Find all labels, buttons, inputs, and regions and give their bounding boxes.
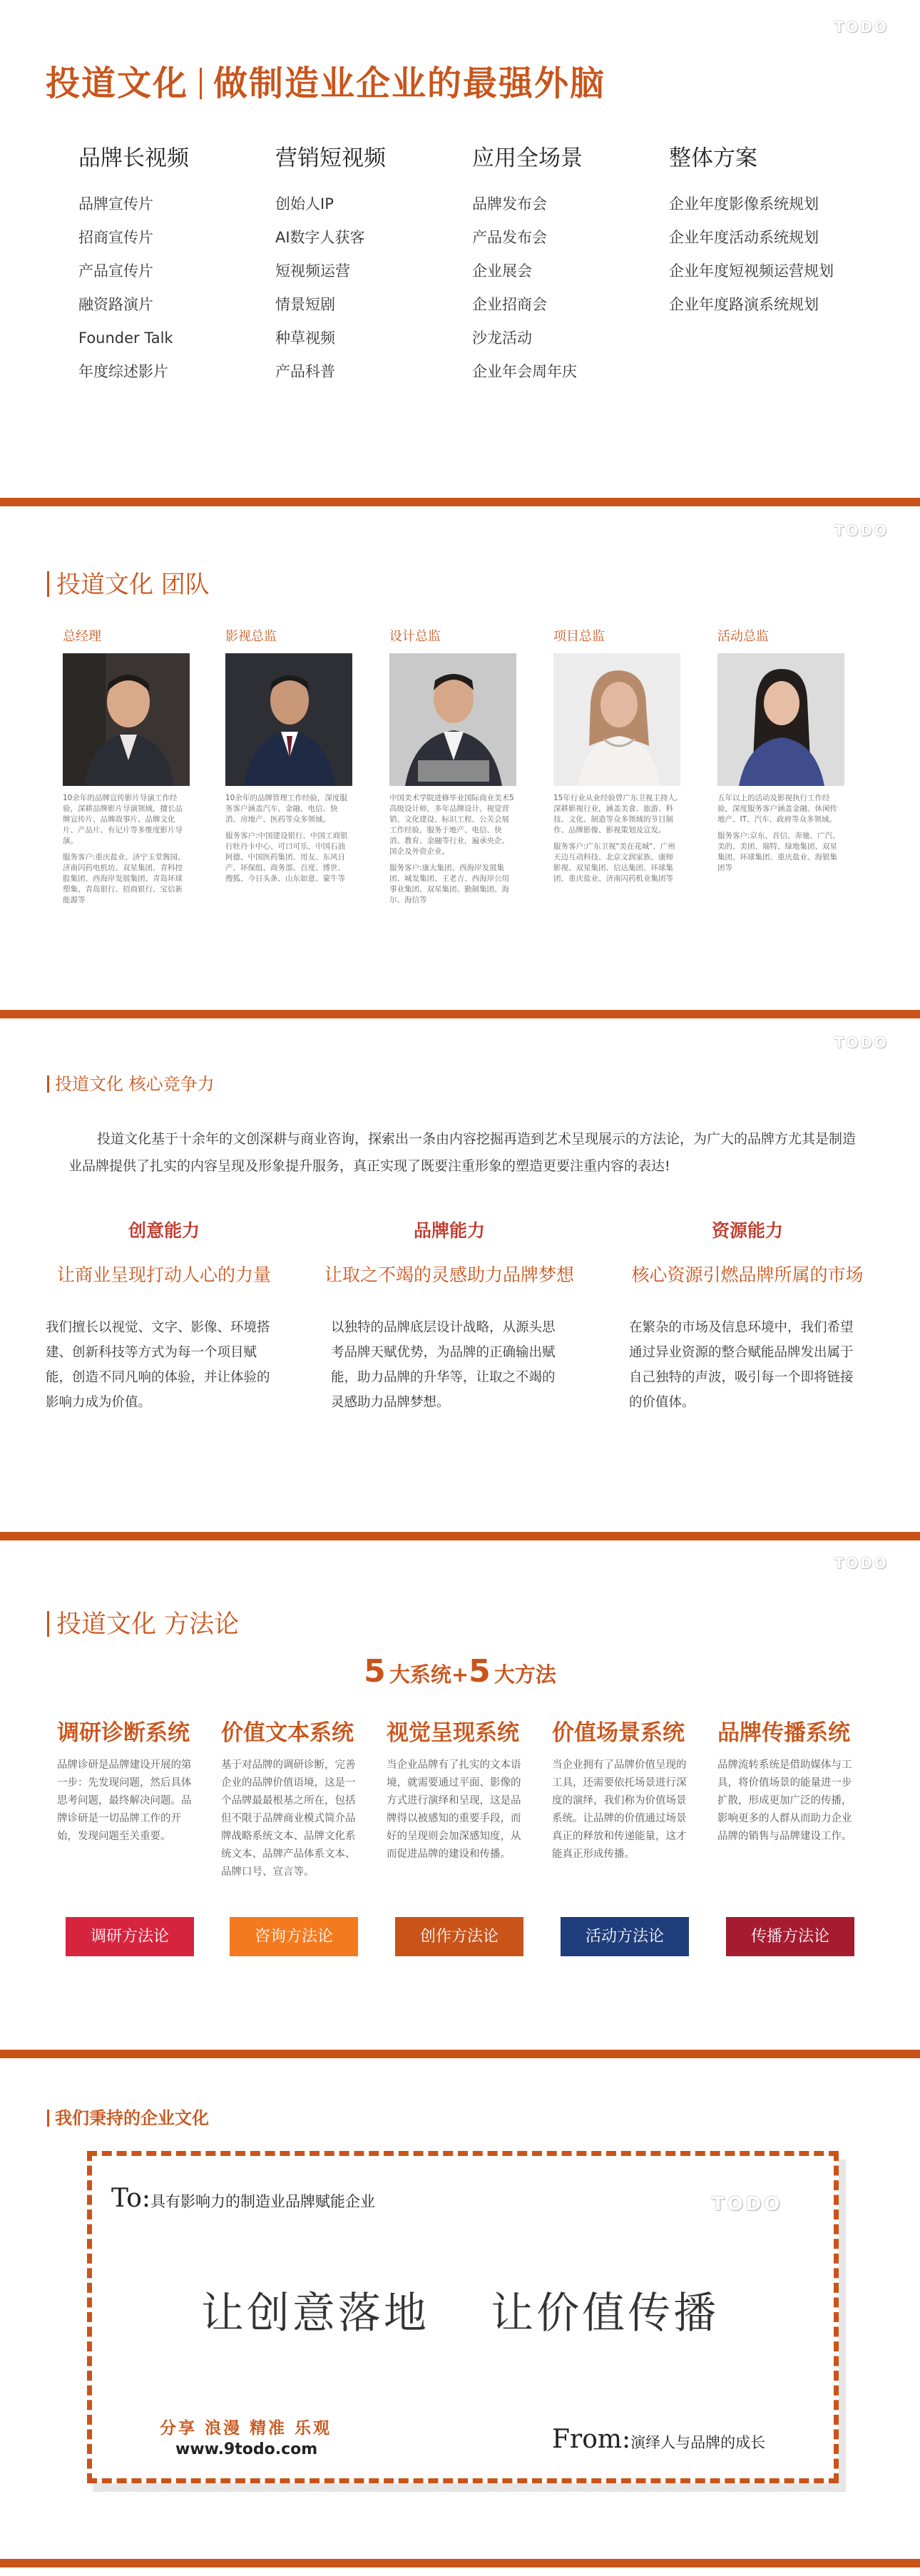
member-bio [225,793,352,884]
member-role: 项目总监 [553,629,605,644]
heading-bar [47,571,49,597]
team-member-film-director [225,626,352,890]
capability-subtitle: 让商业呈现打动人心的力量 [56,1264,271,1285]
capability-title: 资源能力 [711,1220,783,1241]
member-role: 设计总监 [389,629,441,644]
system-communication [717,1714,867,1846]
system-value-text [221,1714,371,1881]
communication-method-button[interactable]: 传播方法论 [726,1917,854,1956]
slogan-part-b: 让价值传播 [491,2289,720,2339]
service-item: Founder Talk [78,329,173,347]
portrait-icon [63,653,190,786]
method-subtitle [0,1653,920,1690]
creation-method-button[interactable]: 创作方法论 [395,1917,523,1956]
from-line [552,2425,765,2454]
member-experience: 15年行业从业经验曾广东卫视主持人,深耕影视行业，涵盖美食、旅游、科技、文化、制造等众多领域的节目制作、品牌影像、影视策划及宣发。 [553,794,678,834]
card-todo-logo: TODO [712,2194,783,2215]
member-photo [63,653,190,786]
member-bio [553,793,680,884]
member-role: 总经理 [63,629,101,644]
column-heading: 营销短视频 [275,145,386,171]
system-title: 价值场景系统 [552,1720,685,1746]
system-title: 价值文本系统 [221,1720,354,1746]
slogan [0,2279,920,2341]
team-member-event-director [717,626,844,879]
system-title: 视觉呈现系统 [387,1720,519,1746]
method-heading [47,1605,239,1640]
service-item: 短视频运营 [275,262,350,280]
member-clients: 服务客户:广东卫视"美在花城"、广州天边互动科技、北京文润家族、康师影视、双星集团、信达集团、环球集团、重庆盐业、济南闪药机业集团等 [553,842,675,883]
todo-logo: TODO [834,19,889,36]
section-divider [0,498,920,506]
todo-logo: TODO [834,522,889,539]
member-role: 活动总监 [717,629,769,644]
service-item: 企业年度活动系统规划 [669,229,819,246]
event-method-button[interactable]: 活动方法论 [561,1917,689,1956]
team-member-ceo [63,626,190,911]
member-photo [389,653,516,786]
capability-brand [321,1217,578,1415]
heading-bar [47,1075,49,1093]
service-column-short-video [275,140,461,389]
portrait-icon [717,653,844,786]
system-desc: 基于对品牌的调研诊断，完善企业的品牌价值语境，这是一个品牌最最根基之所在，包括但不限于品牌商业模式简介品牌战略系统文本、品牌文化系统文本、品牌产品体系文本、品牌口号、宣言等。 [221,1759,356,1878]
to-line [111,2184,375,2213]
todo-logo: TODO [834,1034,889,1051]
service-item: 企业招商会 [472,296,547,313]
to-prefix: To: [111,2184,151,2213]
member-bio [63,793,190,906]
culture-heading-text: 我们秉持的企业文化 [55,2108,209,2128]
slogan-part-a: 让创意落地 [200,2289,429,2339]
system-title: 调研诊断系统 [57,1720,190,1746]
member-role: 影视总监 [225,629,277,644]
column-heading: 品牌长视频 [78,145,189,171]
member-photo [225,653,352,786]
team-heading-text: 投道文化 团队 [56,571,210,599]
service-item: 创始人IP [275,195,334,213]
capability-desc: 在繁杂的市场及信息环境中，我们希望通过异业资源的整合赋能品牌发出属于自己独特的声波，吸引每一个即将链接的价值体。 [629,1320,854,1410]
title-divider [200,68,202,99]
heading-bar [47,2110,49,2127]
member-experience: 10余年的品牌管理工作经验，深度服务客户涵盖汽车、金融、电信、快消、房地产、医药等众多领域。 [225,794,347,824]
member-clients: 服务客户:中国建设银行、中国工商银行牡丹卡中心、可口可乐、中国石油阿德、中国医药集团、用友、东风日产、环保组、商务部、百度、博世、搜狐、今日头条、山东如意、蒙牛等 [225,832,348,883]
research-method-button[interactable]: 调研方法论 [66,1917,194,1956]
page-title [46,56,605,105]
from-prefix: From: [552,2425,631,2454]
member-experience: 中国美术学院进修毕业国际商业美术5高级设计师，多年品牌设计、视觉营销、文化建设、标识工程、公关会展工作经验，服务于地产、电信、快消、教育、金融等行业，遍承央企、国企及外资企业。 [389,794,514,856]
portrait-icon [225,653,352,786]
service-item: AI数字人获客 [275,229,365,246]
section-divider [0,1532,920,1540]
member-bio [389,793,516,906]
method-label-systems: 大系统+ [389,1662,469,1687]
service-item: 产品宣传片 [78,262,153,280]
service-item: 企业年会周年庆 [472,363,577,380]
website-link[interactable]: www.9todo.com [175,2440,318,2458]
system-desc: 品牌流转系统是借助媒体与工具，将价值场景的能量进一步扩散，形成更加广泛的传播，影响更多的人群从而助力企业品牌的销售与品牌建设工作。 [717,1759,852,1842]
system-desc: 品牌诊研是品牌建设开展的第一步：先发现问题，然后具体思考问题，最终解决问题。品牌诊研是一切品牌工作的开始，发现问题至关重要。 [57,1759,192,1842]
service-item: 融资路演片 [78,296,153,313]
section-divider [0,1010,920,1018]
service-item: 种草视频 [275,329,335,347]
service-item: 企业年度影像系统规划 [669,195,819,213]
capability-desc: 以独特的品牌底层设计战略，从源头思考品牌天赋优势，为品牌的正确输出赋能，助力品牌的升华等，让取之不竭的灵感助力品牌梦想。 [331,1320,556,1410]
member-photo [717,653,844,786]
page-title-slogan: 做制造业企业的最强外脑 [213,63,606,103]
capability-title: 品牌能力 [413,1220,485,1241]
member-clients: 服务客户:重庆盐业、济宁玉堂酱园、济南闪药电机坊、双星集团、青科控股集团、西海岸发展集团、青岛环球塑集、青岛银行、招商银行、宝信新能源等 [63,853,185,904]
service-column-solutions [669,140,883,322]
service-item: 年度综述影片 [78,363,168,380]
page-title-brand: 投道文化 [46,63,189,103]
service-item: 沙龙活动 [472,329,532,347]
core-intro: 投道文化基于十余年的文创深耕与商业咨询，探索出一条由内容挖掘再造到艺术呈现展示的方法论，为广大的品牌方尤其是制造业品牌提供了扎实的内容呈现及形象提升服务，真正实现了既要注重形象的塑造更要注重内容的表达! [68,1131,857,1174]
to-text: 具有影响力的制造业品牌赋能企业 [150,2193,376,2210]
member-photo [553,653,680,786]
column-heading: 整体方案 [669,145,757,171]
capability-subtitle: 核心资源引燃品牌所属的市场 [631,1264,864,1285]
service-item: 招商宣传片 [78,229,153,246]
portrait-icon [389,653,516,786]
service-item: 产品发布会 [472,229,547,246]
method-label-methods: 大方法 [494,1662,556,1687]
system-research [57,1714,207,1846]
member-clients: 服务客户:康大集团、西海岸发展集团、城发集团、王老吉、西海岸公用事业集团、双星集团、勤制集团、海尔、海信等 [389,864,509,904]
portrait-icon [553,653,680,786]
capability-resource [619,1217,876,1415]
member-experience: 10余年的品牌宣传影片导演工作经验，深耕品牌影片导演领域，擅长品牌宣传片、品牌故事片、品牌文化片、产品片、有记片等多维度影片导演。 [63,794,183,845]
service-item: 企业年度路演系统规划 [669,296,819,313]
column-heading: 应用全场景 [472,145,583,171]
section-divider [0,2050,920,2058]
system-visual [387,1714,536,1864]
team-member-design-director [389,626,516,911]
section-divider [0,2559,920,2567]
team-member-project-director [553,626,680,890]
capability-desc: 我们擅长以视觉、文字、影像、环境搭建、创新科技等方式为每一个项目赋能，创造不同凡响的体验，并让体验的影响力成为价值。 [46,1320,270,1410]
service-item: 企业展会 [472,262,532,280]
method-num-systems: 5 [364,1653,386,1690]
capability-title: 创意能力 [128,1220,200,1241]
capability-subtitle: 让取之不竭的灵感助力品牌梦想 [324,1264,574,1285]
method-heading-text: 投道文化 方法论 [56,1610,240,1639]
todo-logo: TODO [834,1555,889,1572]
system-title: 品牌传播系统 [717,1720,850,1746]
service-item: 品牌发布会 [472,195,547,213]
system-desc: 当企业品牌有了扎实的文本语境，就需要通过平面、影像的方式进行演绎和呈现，这是品牌得以被感知的重要手段，而好的呈现则会加深感知度，从而促进品牌的建设和传播。 [387,1759,521,1860]
service-column-long-video [78,140,264,389]
consulting-method-button[interactable]: 咨询方法论 [230,1917,358,1956]
service-item: 品牌宣传片 [78,195,153,213]
service-item: 产品科普 [275,363,335,380]
service-item: 情景短剧 [275,296,335,313]
system-desc: 当企业拥有了品牌价值呈现的工具，还需要依托场景进行深度的演绎，我们称为价值场景系统。让品牌的价值通过场景真正的释放和传递能量，这才能真正形成传播。 [552,1759,687,1860]
core-heading [47,1070,215,1095]
culture-heading [47,2104,209,2129]
method-num-methods: 5 [469,1653,491,1690]
service-item: 企业年度短视频运营规划 [669,262,834,280]
system-scene [552,1714,702,1864]
service-column-scenes [472,140,658,389]
member-experience: 五年以上的活动及影视执行工作经验，深度服务客户涵盖金融、休闲传地产、IT、汽车、政府等众多领域。 [717,794,837,824]
company-values: 分享 浪漫 精准 乐观 [160,2419,332,2438]
from-text: 演绎人与品牌的成长 [630,2434,766,2451]
core-heading-text: 投道文化 核心竞争力 [55,1074,215,1094]
member-bio [717,793,844,874]
heading-bar [47,1611,49,1637]
member-clients: 服务客户:京东、首信、奔驰、广汽、美的、美团、瑞特、绿地集团、双星集团、环球集团、重庆盐业、海银集团等 [717,832,840,872]
capability-creative [36,1217,292,1415]
team-heading [47,565,210,600]
